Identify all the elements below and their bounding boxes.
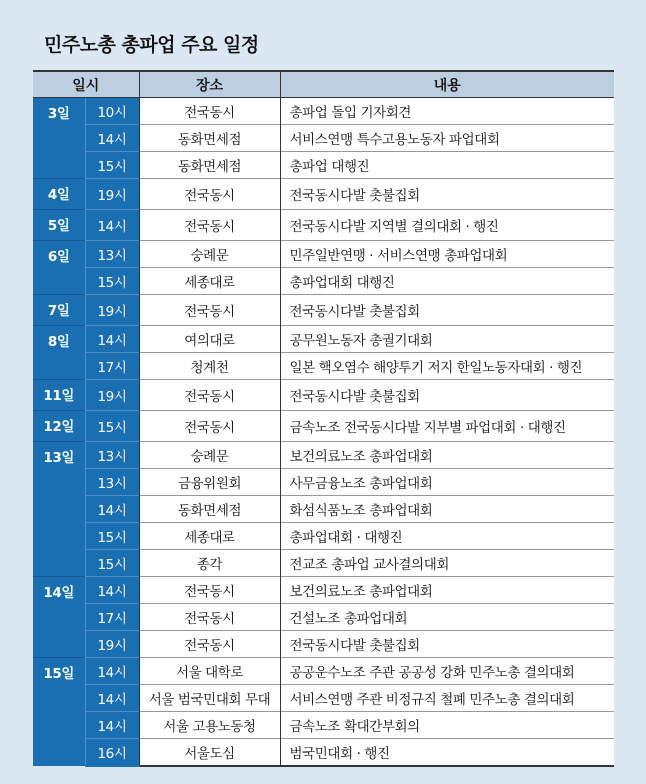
place-cell: 전국동시 — [139, 295, 280, 326]
time-cell: 14시 — [85, 577, 139, 604]
place-cell: 전국동시 — [139, 210, 280, 241]
place-cell: 세종대로 — [139, 268, 280, 295]
table-row — [33, 326, 614, 353]
time-cell: 17시 — [85, 353, 139, 380]
time-cell: 13시 — [85, 442, 139, 469]
header-content: 내용 — [280, 71, 614, 98]
table-row — [33, 295, 614, 326]
date-cell: 5일 — [33, 210, 85, 241]
content-cell: 건설노조 총파업대회 — [280, 604, 614, 631]
date-cell: 4일 — [33, 179, 85, 210]
header-place: 장소 — [139, 71, 280, 98]
content-cell: 서비스연맹 특수고용노동자 파업대회 — [280, 125, 614, 152]
table-row — [33, 658, 614, 685]
header-datetime: 일시 — [33, 71, 139, 98]
place-cell: 여의대로 — [139, 326, 280, 353]
content-cell: 총파업대회 · 대행진 — [280, 523, 614, 550]
table-row — [33, 152, 614, 179]
content-cell: 전국동시다발 촛불집회 — [280, 295, 614, 326]
content-cell: 일본 핵오염수 해양투기 저지 한일노동자대회 · 행진 — [280, 353, 614, 380]
table-row — [33, 98, 614, 125]
time-cell: 15시 — [85, 268, 139, 295]
time-cell: 15시 — [85, 550, 139, 577]
content-cell: 전국동시다발 촛불집회 — [280, 179, 614, 210]
time-cell: 19시 — [85, 380, 139, 411]
content-cell: 공무원노동자 총궐기대회 — [280, 326, 614, 353]
content-cell: 공공운수노조 주관 공공성 강화 민주노총 결의대회 — [280, 658, 614, 685]
time-cell: 19시 — [85, 295, 139, 326]
place-cell: 서울도심 — [139, 739, 280, 767]
place-cell: 전국동시 — [139, 179, 280, 210]
schedule-body — [33, 98, 614, 767]
place-cell: 서울 고용노동청 — [139, 712, 280, 739]
place-cell: 서울 대학로 — [139, 658, 280, 685]
place-cell: 숭례문 — [139, 442, 280, 469]
place-cell: 전국동시 — [139, 380, 280, 411]
content-cell: 보건의료노조 총파업대회 — [280, 577, 614, 604]
content-cell: 범국민대회 · 행진 — [280, 739, 614, 767]
time-cell: 10시 — [85, 98, 139, 125]
date-cell: 7일 — [33, 295, 85, 326]
time-cell: 17시 — [85, 604, 139, 631]
table-row — [33, 268, 614, 295]
date-cell: 3일 — [33, 98, 85, 179]
schedule-table-container — [33, 70, 614, 767]
content-cell: 전국동시다발 촛불집회 — [280, 631, 614, 658]
time-cell: 14시 — [85, 496, 139, 523]
place-cell: 전국동시 — [139, 577, 280, 604]
time-cell: 14시 — [85, 326, 139, 353]
time-cell: 14시 — [85, 658, 139, 685]
content-cell: 전교조 총파업 교사결의대회 — [280, 550, 614, 577]
time-cell: 14시 — [85, 685, 139, 712]
place-cell: 동화면세점 — [139, 152, 280, 179]
place-cell: 전국동시 — [139, 98, 280, 125]
place-cell: 청계천 — [139, 353, 280, 380]
table-row — [33, 210, 614, 241]
date-cell: 11일 — [33, 380, 85, 411]
table-row — [33, 125, 614, 152]
content-cell: 금속노조 확대간부회의 — [280, 712, 614, 739]
table-row — [33, 631, 614, 658]
time-cell: 19시 — [85, 179, 139, 210]
time-cell: 13시 — [85, 241, 139, 268]
content-cell: 서비스연맹 주관 비정규직 철폐 민주노총 결의대회 — [280, 685, 614, 712]
place-cell: 전국동시 — [139, 631, 280, 658]
date-cell: 12일 — [33, 411, 85, 442]
date-cell: 8일 — [33, 326, 85, 380]
schedule-table — [33, 70, 614, 767]
table-row — [33, 739, 614, 767]
time-cell: 14시 — [85, 210, 139, 241]
table-row — [33, 685, 614, 712]
time-cell: 15시 — [85, 152, 139, 179]
time-cell: 13시 — [85, 469, 139, 496]
content-cell: 총파업대회 대행진 — [280, 268, 614, 295]
place-cell: 전국동시 — [139, 604, 280, 631]
table-row — [33, 353, 614, 380]
place-cell: 세종대로 — [139, 523, 280, 550]
time-cell: 15시 — [85, 523, 139, 550]
date-cell: 13일 — [33, 442, 85, 577]
content-cell: 전국동시다발 지역별 결의대회 · 행진 — [280, 210, 614, 241]
content-cell: 화섬식품노조 총파업대회 — [280, 496, 614, 523]
time-cell: 14시 — [85, 125, 139, 152]
table-row — [33, 241, 614, 268]
time-cell: 16시 — [85, 739, 139, 767]
table-header-row — [33, 71, 614, 98]
place-cell: 동화면세점 — [139, 496, 280, 523]
table-row — [33, 550, 614, 577]
content-cell: 전국동시다발 촛불집회 — [280, 380, 614, 411]
table-row — [33, 442, 614, 469]
time-cell: 19시 — [85, 631, 139, 658]
place-cell: 숭례문 — [139, 241, 280, 268]
page-title: 민주노총 총파업 주요 일정 — [44, 34, 259, 56]
table-row — [33, 411, 614, 442]
date-cell: 14일 — [33, 577, 85, 658]
time-cell: 14시 — [85, 712, 139, 739]
table-row — [33, 179, 614, 210]
table-row — [33, 523, 614, 550]
place-cell: 동화면세점 — [139, 125, 280, 152]
time-cell: 15시 — [85, 411, 139, 442]
content-cell: 사무금융노조 총파업대회 — [280, 469, 614, 496]
place-cell: 전국동시 — [139, 411, 280, 442]
content-cell: 보건의료노조 총파업대회 — [280, 442, 614, 469]
place-cell: 서울 범국민대회 무대 — [139, 685, 280, 712]
table-row — [33, 469, 614, 496]
content-cell: 총파업 대행진 — [280, 152, 614, 179]
table-row — [33, 380, 614, 411]
table-row — [33, 712, 614, 739]
table-row — [33, 496, 614, 523]
date-cell: 15일 — [33, 658, 85, 767]
content-cell: 총파업 돌입 기자회견 — [280, 98, 614, 125]
content-cell: 금속노조 전국동시다발 지부별 파업대회 · 대행진 — [280, 411, 614, 442]
table-row — [33, 577, 614, 604]
table-row — [33, 604, 614, 631]
place-cell: 금융위원회 — [139, 469, 280, 496]
place-cell: 종각 — [139, 550, 280, 577]
date-cell: 6일 — [33, 241, 85, 295]
content-cell: 민주일반연맹 · 서비스연맹 총파업대회 — [280, 241, 614, 268]
